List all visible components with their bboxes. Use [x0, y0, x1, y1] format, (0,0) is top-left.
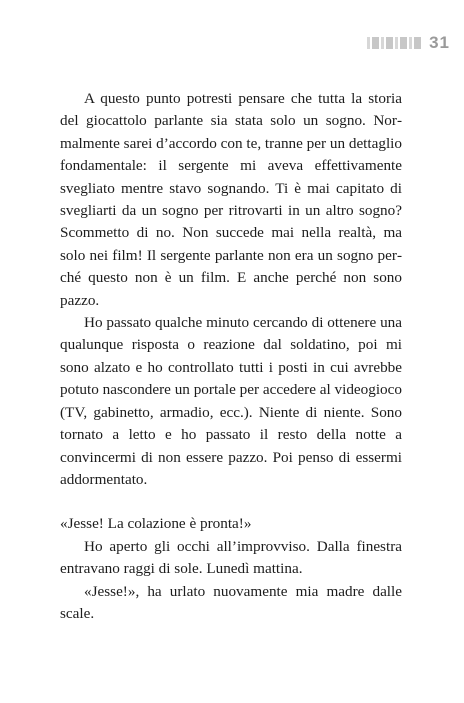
header-decoration	[367, 37, 421, 49]
paragraph: A questo punto potresti pensare che tutta la storia del giocattolo parlante sia stata solo un sogno. Normalmente sarei d’accordo con te, tranne per un dettaglio fondamentale: il sergente mi aveva effettivamente svegliato mentre stavo sognando. Ti è mai capitato di svegliarti da un sogno per ritrovarti in un altro sogno? Scommetto di no. Non succede mai nella realtà, ma solo nei film! Il sergente parlante non era un sogno perché questo non è un film. E anche perché non sono pazzo.	[60, 90, 402, 309]
paragraph: Ho aperto gli occhi all’improvviso. Dalla finestra entravano raggi di sole. Lunedì mattina.	[60, 537, 402, 578]
page-number: 31	[429, 33, 450, 52]
paragraph: «Jesse! La colazione è pronta!»	[60, 515, 252, 533]
paragraph: «Jesse!», ha urlato nuovamente mia madre dalle scale.	[60, 582, 402, 622]
body-text	[60, 88, 402, 625]
paragraph: Ho passato qualche minuto cercando di ottenere una qualunque risposta o reazione dal soldatino, poi mi sono alzato e ho controllato tutti i posti in cui avrebbe potuto nascondere un portale per accedere al videogioco (TV, gabinetto, armadio, ecc.). Niente di niente. Sono tornato a letto e ho passato il resto della notte a convincermi di non essere pazzo. Poi penso di essermi addormentato.	[60, 314, 402, 488]
running-header	[367, 33, 450, 53]
